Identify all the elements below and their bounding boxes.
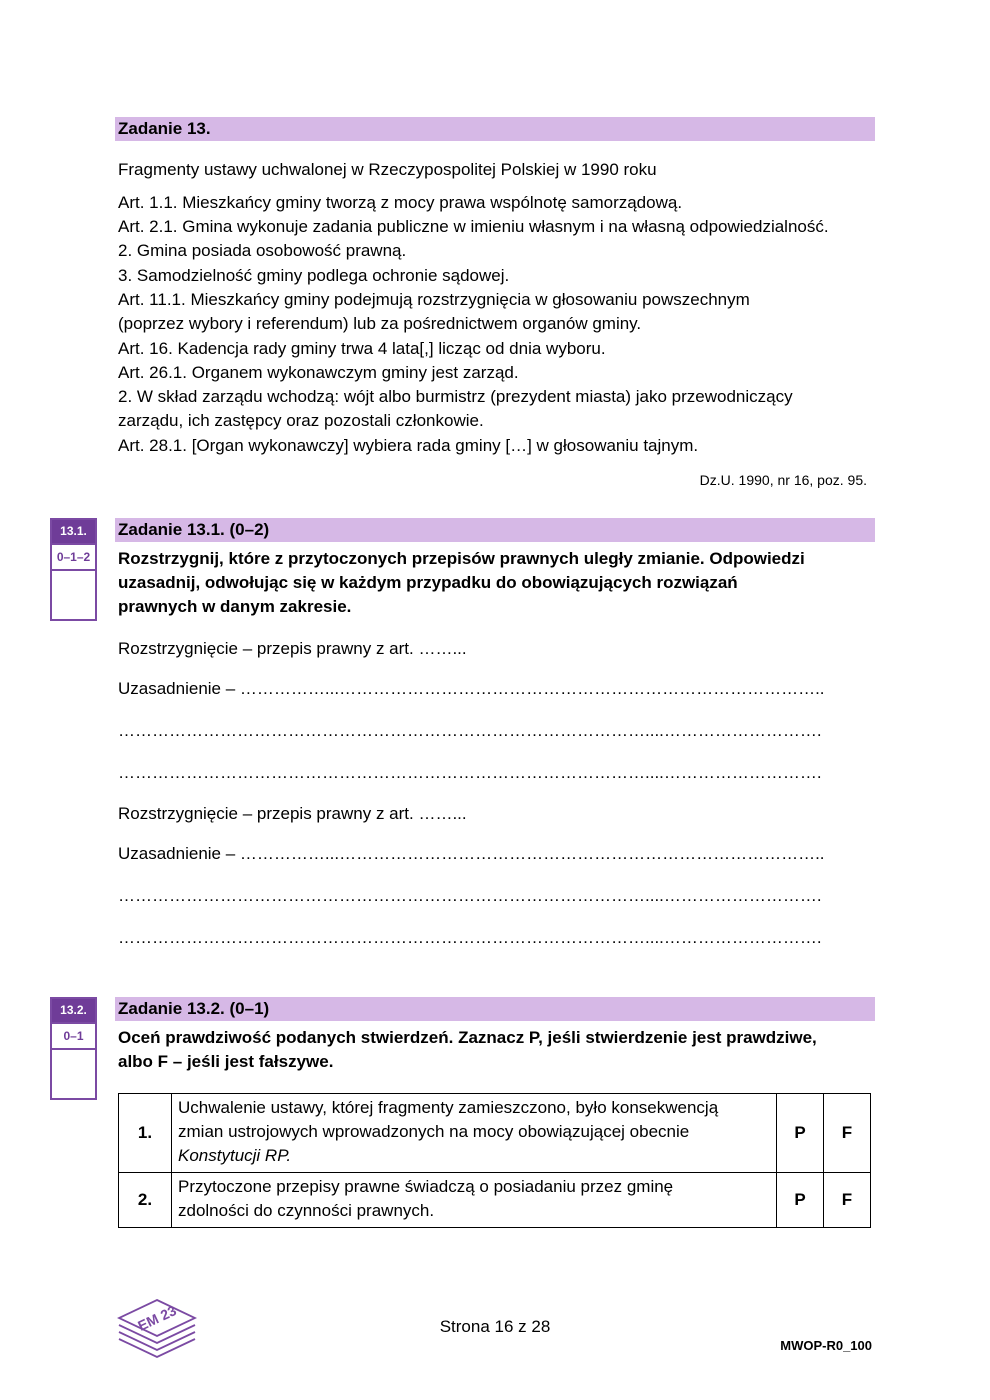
law-line: Art. 26.1. Organem wykonawczym gminy jest zarząd. xyxy=(118,363,519,382)
table-row xyxy=(119,1173,871,1228)
law-line: Art. 1.1. Mieszkańcy gminy tworzą z mocy prawa wspólnotę samorządową. xyxy=(118,193,683,212)
statement-cell xyxy=(172,1094,777,1173)
row-number: 2. xyxy=(119,1173,172,1228)
law-line: 2. Gmina posiada osobowość prawną. xyxy=(118,241,407,260)
true-option[interactable]: P xyxy=(777,1173,824,1228)
statement-text: Przytoczone przepisy prawne świadczą o posiadaniu przez gminę xyxy=(178,1177,674,1196)
law-line: Art. 2.1. Gmina wykonuje zadania publiczne w imieniu własnym i na własną odpowiedzialność. xyxy=(118,217,829,236)
score-box-13-2 xyxy=(50,997,97,1100)
law-line: Art. 28.1. [Organ wykonawczy] wybiera rada gminy […] w głosowaniu tajnym. xyxy=(118,436,699,455)
statement-text: zdolności do czynności prawnych. xyxy=(178,1201,435,1220)
answer-dotted-line[interactable]: …………………………………………………………………………………....………………………. xyxy=(118,928,822,947)
justification-line-1[interactable]: Uzasadnienie – ……………...………………………………………………………………………….. xyxy=(118,679,825,698)
task-intro: Fragmenty ustawy uchwalonej w Rzeczypospolitej Polskiej w 1990 roku xyxy=(118,160,657,179)
true-option[interactable]: P xyxy=(777,1094,824,1173)
statement-text: zmian ustrojowych wprowadzonych na mocy obowiązującej obecnie xyxy=(178,1122,690,1141)
score-box-blank[interactable] xyxy=(52,1050,95,1098)
score-box-number: 13.2. xyxy=(52,999,95,1022)
decision-line-2[interactable]: Rozstrzygnięcie – przepis prawny z art. ……... xyxy=(118,804,467,823)
answer-dotted-line[interactable]: …………………………………………………………………………………....………………………. xyxy=(118,721,822,740)
subtask-1-instruction: uzasadnij, odwołując się w każdym przypadku do obowiązujących rozwiązań xyxy=(118,573,738,592)
statement-text-italic: Konstytucji RP. xyxy=(178,1146,292,1165)
true-false-table xyxy=(118,1093,871,1228)
subtask-1-instruction: Rozstrzygnij, które z przytoczonych przepisów prawnych uległy zmianie. Odpowiedzi xyxy=(118,549,805,568)
law-line: Art. 11.1. Mieszkańcy gminy podejmują rozstrzygnięcia w głosowaniu powszechnym xyxy=(118,290,750,309)
false-option[interactable]: F xyxy=(824,1173,871,1228)
subtask-2-instruction: Oceń prawdziwość podanych stwierdzeń. Zaznacz P, jeśli stwierdzenie jest prawdziwe, xyxy=(118,1028,817,1047)
subtask-2-title: Zadanie 13.2. (0–1) xyxy=(115,997,875,1021)
table-row xyxy=(119,1094,871,1173)
subtask-2-instruction: albo F – jeśli jest fałszywe. xyxy=(118,1052,334,1071)
decision-line-1[interactable]: Rozstrzygnięcie – przepis prawny z art. ……... xyxy=(118,639,467,658)
answer-dotted-line[interactable]: …………………………………………………………………………………....………………………. xyxy=(118,763,822,782)
false-option[interactable]: F xyxy=(824,1094,871,1173)
answer-dotted-line[interactable]: …………………………………………………………………………………....………………………. xyxy=(118,886,822,905)
subtask-1-title: Zadanie 13.1. (0–2) xyxy=(115,518,875,542)
page-number: Strona 16 z 28 xyxy=(439,1317,551,1336)
score-box-13-1 xyxy=(50,518,97,621)
score-box-number: 13.1. xyxy=(52,520,95,543)
source-citation: Dz.U. 1990, nr 16, poz. 95. xyxy=(699,472,867,488)
law-line: 3. Samodzielność gminy podlega ochronie sądowej. xyxy=(118,266,510,285)
law-line: (poprzez wybory i referendum) lub za pośrednictwem organów gminy. xyxy=(118,314,642,333)
subtask-1-instruction: prawnych w danym zakresie. xyxy=(118,597,352,616)
exam-logo-text: EM 23 xyxy=(135,1302,179,1334)
score-box-points: 0–1–2 xyxy=(52,543,95,571)
score-box-blank[interactable] xyxy=(52,571,95,619)
law-line: zarządu, ich zastępcy oraz pozostali członkowie. xyxy=(118,411,484,430)
law-line: Art. 16. Kadencja rady gminy trwa 4 lata[,] licząc od dnia wyboru. xyxy=(118,339,606,358)
statement-text: Uchwalenie ustawy, której fragmenty zamieszczono, było konsekwencją xyxy=(178,1098,719,1117)
row-number: 1. xyxy=(119,1094,172,1173)
task-title: Zadanie 13. xyxy=(115,117,875,141)
law-line: 2. W skład zarządu wchodzą: wójt albo burmistrz (prezydent miasta) jako przewodniczący xyxy=(118,387,793,406)
justification-line-2[interactable]: Uzasadnienie – ……………...………………………………………………………………………….. xyxy=(118,844,825,863)
statement-cell xyxy=(172,1173,777,1228)
score-box-points: 0–1 xyxy=(52,1022,95,1050)
document-code: MWOP-R0_100 xyxy=(780,1338,872,1353)
